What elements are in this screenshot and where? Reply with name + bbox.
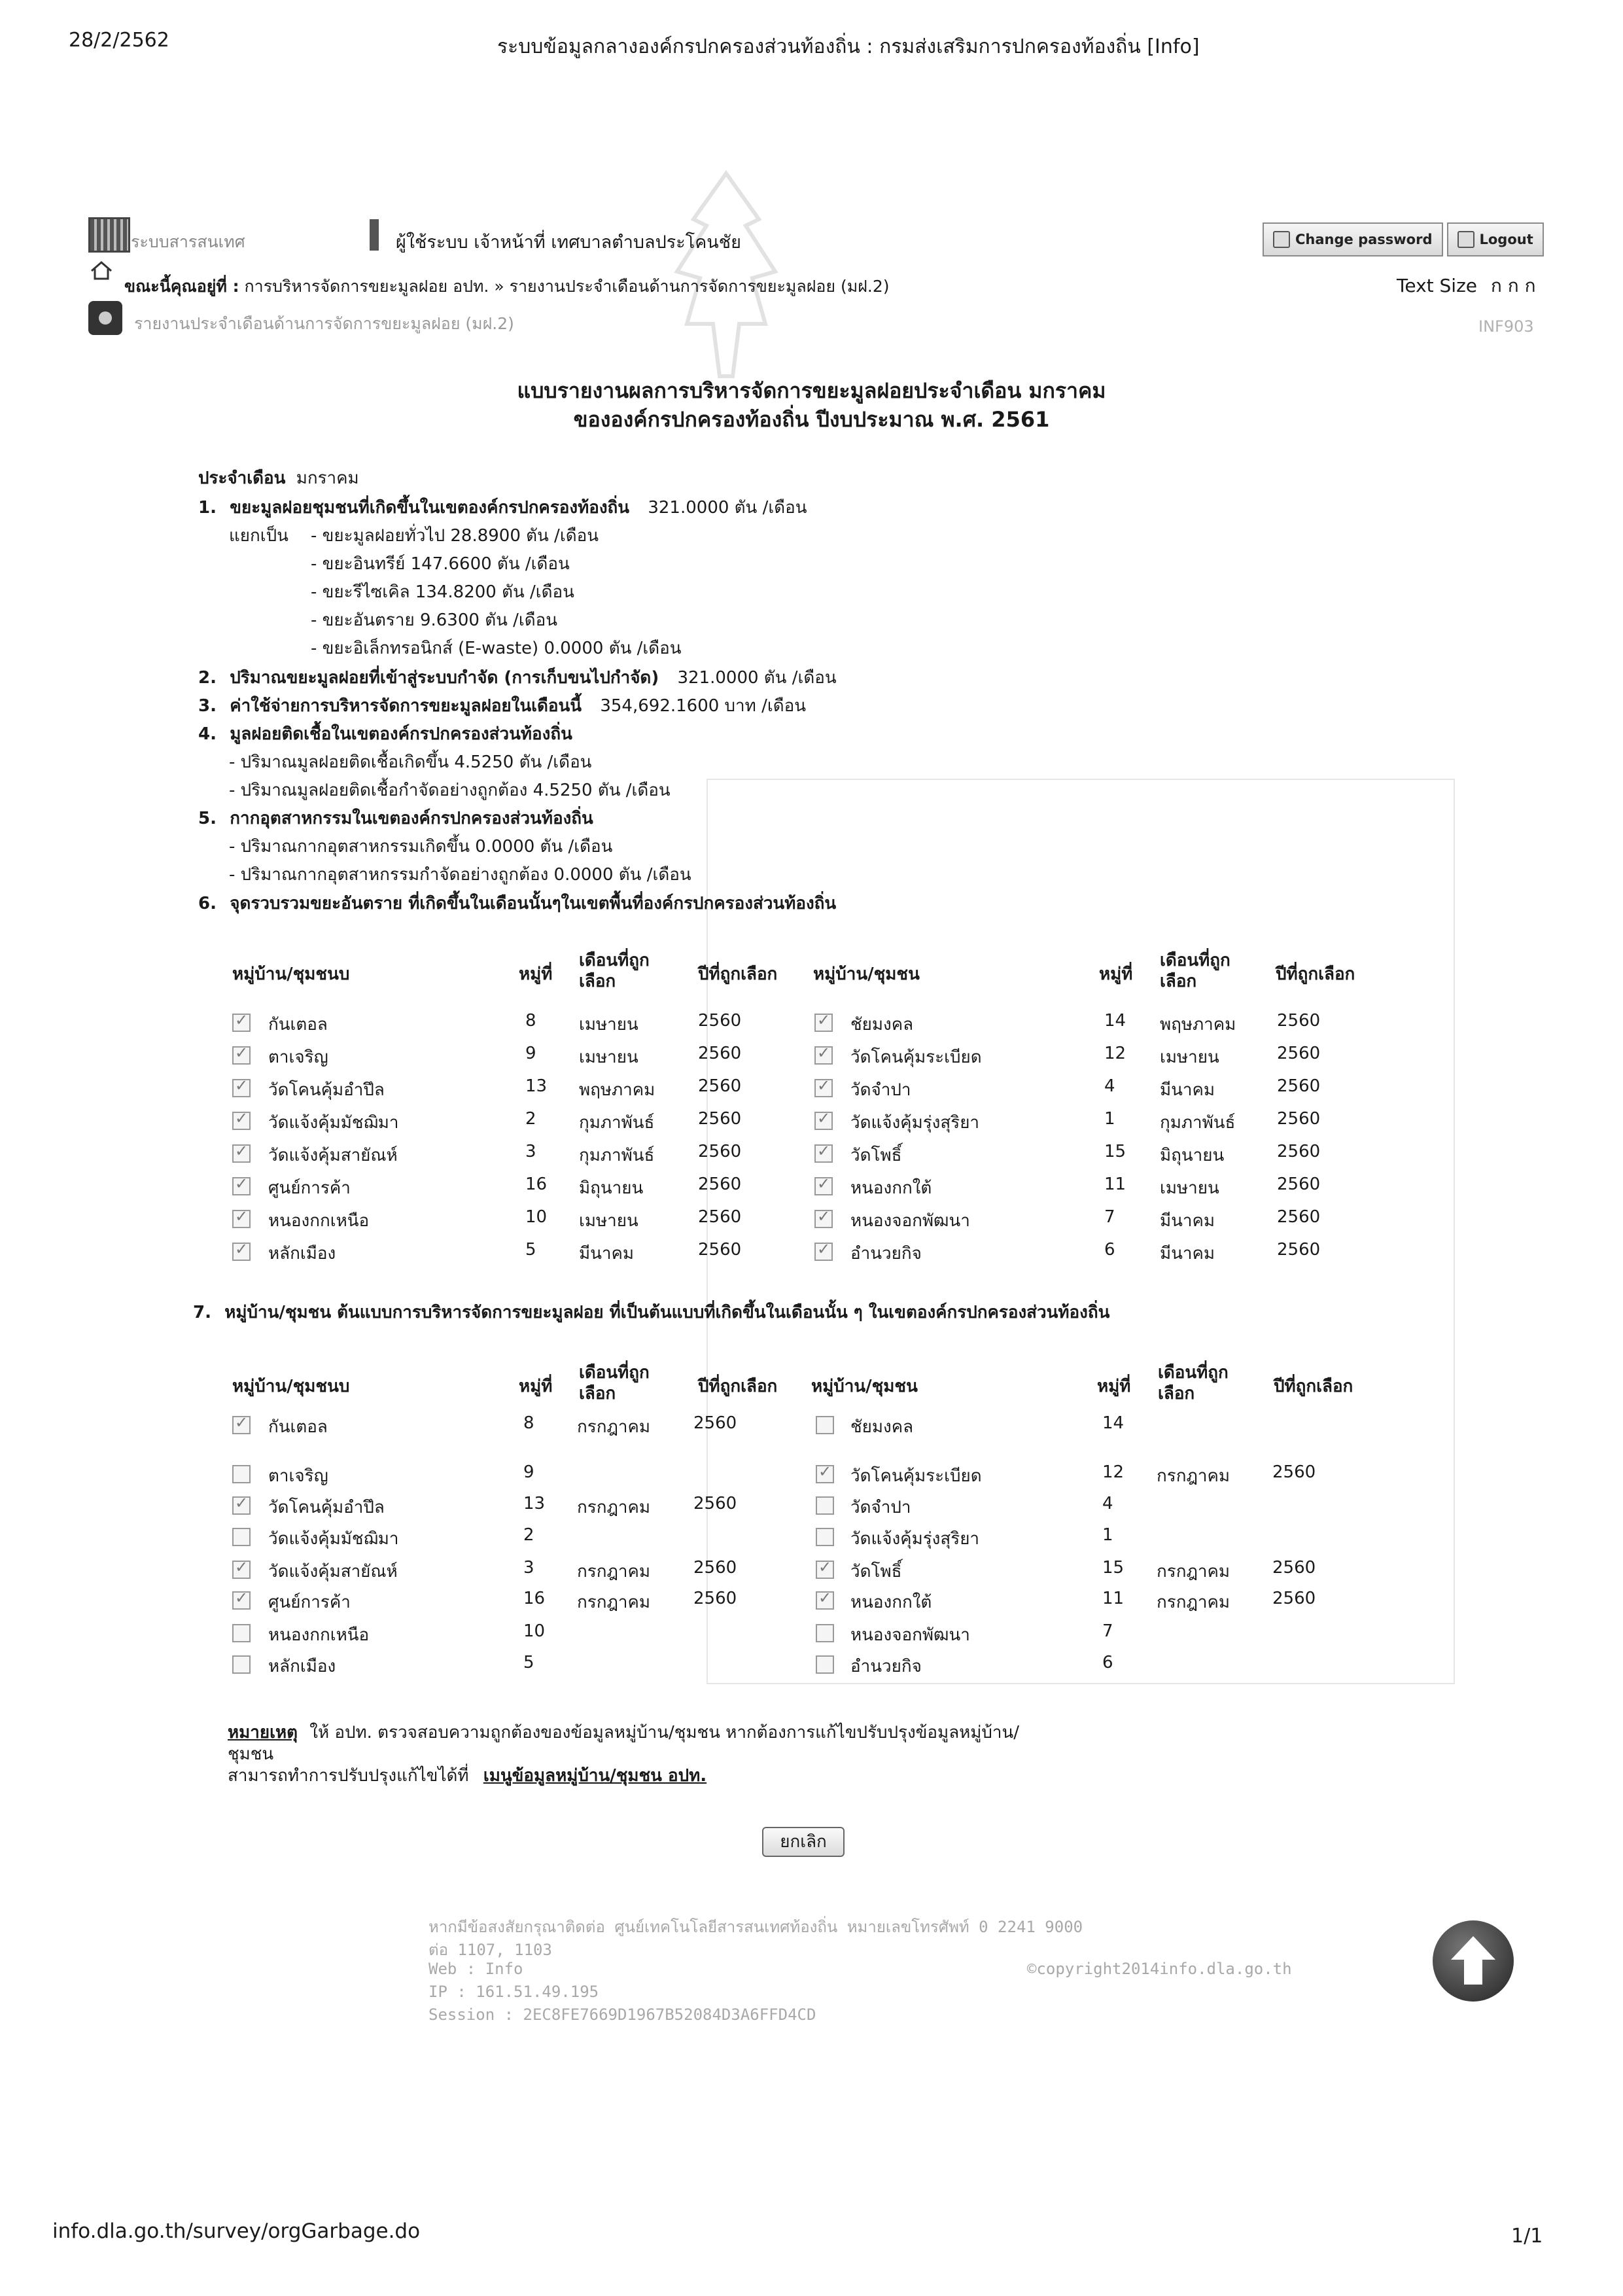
selected-year: 2560 bbox=[1277, 1044, 1321, 1063]
selected-year: 2560 bbox=[693, 1589, 737, 1608]
table-row bbox=[232, 1142, 1344, 1168]
selected-year: 2560 bbox=[1277, 1174, 1321, 1194]
item-2 bbox=[198, 664, 837, 691]
selected-month: มีนาคม bbox=[579, 1244, 635, 1263]
breakdown-recycle: - ขยะรีไซเคิล 134.8200 ตัน /เดือน bbox=[311, 582, 574, 602]
selected-year: 2560 bbox=[1277, 1142, 1321, 1161]
user-icon bbox=[370, 219, 379, 251]
scroll-top-button[interactable] bbox=[1433, 1920, 1514, 2002]
village-moo: 7 bbox=[1102, 1621, 1113, 1641]
note-line2: ชุมชน bbox=[228, 1744, 274, 1764]
village-moo: 4 bbox=[1102, 1494, 1113, 1513]
selected-year: 2560 bbox=[693, 1558, 737, 1578]
table-row bbox=[232, 1494, 1344, 1520]
col-header-village: หมู่บ้าน/ชุมชน bbox=[811, 1377, 918, 1396]
village-moo: 10 bbox=[525, 1207, 548, 1227]
village-name: หลักเมือง bbox=[268, 1244, 336, 1263]
table-row bbox=[232, 1653, 1344, 1679]
village-name: ตาเจริญ bbox=[268, 1048, 328, 1067]
village-name: วัดโคนคุ้มอำปึล bbox=[268, 1498, 385, 1517]
col-header-year: ปีที่ถูกเลือก bbox=[1276, 964, 1355, 984]
table-row bbox=[232, 1044, 1344, 1070]
item-5 bbox=[198, 805, 593, 832]
village-moo: 1 bbox=[1104, 1109, 1115, 1129]
split-label: แยกเป็น bbox=[229, 526, 288, 546]
selected-month: มีนาคม bbox=[1160, 1244, 1215, 1263]
village-name: หลักเมือง bbox=[268, 1657, 336, 1676]
village-checkbox[interactable] bbox=[814, 1014, 833, 1032]
report-title-line1: แบบรายงานผลการบริหารจัดการขยะมูลฝอยประจำเดือน มกราคม bbox=[517, 378, 1106, 403]
col-header-month: เดือนที่ถูกเลือก bbox=[1160, 951, 1230, 991]
table-row bbox=[232, 1621, 1344, 1648]
industrial-generated: - ปริมาณกากอุตสาหกรรมเกิดขึ้น 0.0000 ตัน /เดือน bbox=[229, 837, 613, 857]
village-name: กันเตอล bbox=[268, 1417, 328, 1437]
selected-month: มิถุนายน bbox=[579, 1178, 644, 1198]
selected-year: 2560 bbox=[698, 1011, 742, 1031]
industrial-disposed: - ปริมาณกากอุตสาหกรรมกำจัดอย่างถูกต้อง 0.0000 ตัน /เดือน bbox=[229, 865, 691, 885]
col-header-month: เดือนที่ถูกเลือก bbox=[579, 1363, 650, 1404]
village-name: วัดแจ้งคุ้มมัชฌิมา bbox=[268, 1529, 399, 1549]
village-name: ชัยมงคล bbox=[850, 1015, 914, 1034]
village-moo: 1 bbox=[1102, 1525, 1113, 1545]
breakdown-ewaste: - ขยะอิเล็กทรอนิกส์ (E-waste) 0.0000 ตัน /เดือน bbox=[311, 639, 682, 658]
logout-button[interactable] bbox=[1447, 222, 1544, 256]
item-label: ปริมาณขยะมูลฝอยที่เข้าสู่ระบบกำจัด (การเก็บขนไปกำจัด) bbox=[230, 668, 659, 688]
change-password-button[interactable] bbox=[1263, 222, 1443, 256]
breadcrumb-path[interactable]: การบริหารจัดการขยะมูลฝอย อปท. » รายงานประจำเดือนด้านการจัดการขยะมูลฝอย (มฝ.2) bbox=[244, 277, 890, 296]
village-name: ชัยมงคล bbox=[850, 1417, 914, 1437]
logout-label: Logout bbox=[1479, 232, 1533, 247]
print-page-count: 1/1 bbox=[1511, 2225, 1543, 2248]
user-info: ผู้ใช้ระบบ เจ้าหน้าที่ เทศบาลตำบลประโคนชัย bbox=[396, 232, 741, 253]
village-moo: 5 bbox=[523, 1653, 534, 1672]
col-header-year: ปีที่ถูกเลือก bbox=[698, 1377, 778, 1396]
footer-ext: ต่อ 1107, 1103 bbox=[428, 1941, 552, 1959]
item-1 bbox=[198, 494, 807, 521]
village-moo: 6 bbox=[1102, 1653, 1113, 1672]
toolbar bbox=[1263, 222, 1544, 256]
home-icon[interactable] bbox=[90, 260, 113, 280]
item-number: 6. bbox=[198, 894, 217, 913]
report-title-line2: ขององค์กรปกครองท้องถิ่น ปีงบประมาณ พ.ศ. 2561 bbox=[573, 407, 1050, 432]
selected-month: พฤษภาคม bbox=[1160, 1015, 1236, 1034]
selected-month: เมษายน bbox=[1160, 1178, 1219, 1198]
selected-year: 2560 bbox=[698, 1044, 742, 1063]
village-name: หนองกกเหนือ bbox=[268, 1211, 370, 1231]
village-name: ศูนย์การค้า bbox=[268, 1178, 351, 1198]
selected-month: กุมภาพันธ์ bbox=[579, 1146, 655, 1165]
selected-month: กรกฎาคม bbox=[1157, 1593, 1230, 1612]
breadcrumb bbox=[124, 274, 889, 300]
col-header-month: เดือนที่ถูกเลือก bbox=[579, 951, 650, 991]
village-name: กันเตอล bbox=[268, 1015, 328, 1034]
report-icon bbox=[88, 301, 122, 335]
item-label: มูลฝอยติดเชื้อในเขตองค์กรปกครองส่วนท้องถิ่น bbox=[230, 724, 572, 744]
footer-session: Session : 2EC8FE7669D1967B52084D3A6FFD4CD bbox=[428, 2005, 816, 2024]
table-row bbox=[232, 1525, 1344, 1551]
selected-year: 2560 bbox=[698, 1240, 742, 1260]
note-line3-text: สามารถทำการปรับปรุงแก้ไขได้ที่ bbox=[228, 1766, 469, 1786]
print-date: 28/2/2562 bbox=[69, 29, 169, 52]
item-6 bbox=[198, 890, 836, 917]
col-header-moo: หมู่ที่ bbox=[1099, 964, 1133, 984]
village-name: วัดโคนคุ้มระเบียด bbox=[850, 1048, 982, 1067]
item-3 bbox=[198, 692, 806, 719]
village-moo: 8 bbox=[523, 1413, 534, 1433]
village-menu-link[interactable]: เมนูข้อมูลหมู่บ้าน/ชุมชน อปท. bbox=[483, 1766, 707, 1786]
breakdown-hazard: - ขยะอันตราย 9.6300 ตัน /เดือน bbox=[311, 610, 558, 630]
village-name: วัดแจ้งคุ้มรุ่งสุริยา bbox=[850, 1529, 980, 1549]
selected-month: เมษายน bbox=[579, 1048, 638, 1067]
col-header-year: ปีที่ถูกเลือก bbox=[698, 964, 778, 984]
village-moo: 16 bbox=[525, 1174, 548, 1194]
village-moo: 13 bbox=[523, 1494, 546, 1513]
selected-month: เมษายน bbox=[1160, 1048, 1219, 1067]
note-line1: ให้ อปท. ตรวจสอบความถูกต้องของข้อมูลหมู่บ้าน/ชุมชน หากต้องการแก้ไขปรับปรุงข้อมูลหมู่บ้าน/ bbox=[309, 1723, 1020, 1742]
selected-year: 2560 bbox=[1277, 1109, 1321, 1129]
selected-year: 2560 bbox=[698, 1142, 742, 1161]
item-number: 7. bbox=[193, 1303, 211, 1322]
village-moo: 11 bbox=[1104, 1174, 1126, 1194]
village-moo: 3 bbox=[523, 1558, 534, 1578]
village-moo: 4 bbox=[1104, 1076, 1115, 1096]
month-value: มกราคม bbox=[296, 468, 359, 488]
col-header-month: เดือนที่ถูกเลือก bbox=[1158, 1363, 1229, 1404]
village-moo: 9 bbox=[525, 1044, 536, 1063]
village-checkbox[interactable] bbox=[814, 1079, 833, 1097]
village-moo: 7 bbox=[1104, 1207, 1115, 1227]
page-code: INF903 bbox=[1478, 317, 1534, 336]
text-size-label: Text Size bbox=[1397, 275, 1478, 296]
table-row bbox=[232, 1076, 1344, 1103]
village-moo: 2 bbox=[523, 1525, 534, 1545]
item-label: กากอุตสาหกรรมในเขตองค์กรปกครองส่วนท้องถิ่น bbox=[230, 809, 593, 828]
village-name: วัดแจ้งคุ้มสายัณห์ bbox=[268, 1146, 398, 1165]
village-checkbox[interactable] bbox=[816, 1624, 834, 1642]
table-row bbox=[232, 1558, 1344, 1584]
selected-year: 2560 bbox=[698, 1207, 742, 1227]
selected-month: เมษายน bbox=[579, 1015, 638, 1034]
table-row bbox=[232, 1240, 1344, 1266]
infectious-generated: - ปริมาณมูลฝอยติดเชื้อเกิดขึ้น 4.5250 ตัน /เดือน bbox=[229, 752, 592, 772]
selected-month: กุมภาพันธ์ bbox=[1160, 1113, 1236, 1133]
village-name: วัดโคนคุ้มอำปึล bbox=[268, 1080, 385, 1100]
village-moo: 2 bbox=[525, 1109, 536, 1129]
col-header-moo: หมู่ที่ bbox=[519, 964, 553, 984]
note-label: หมายเหตุ bbox=[228, 1723, 298, 1742]
text-size-options[interactable]: ก ก ก bbox=[1490, 275, 1536, 296]
footer-web: Web : Info bbox=[428, 1960, 523, 1978]
village-moo: 14 bbox=[1104, 1011, 1126, 1031]
village-name: วัดแจ้งคุ้มสายัณห์ bbox=[268, 1562, 398, 1581]
village-name: หนองจอกพัฒนา bbox=[850, 1211, 970, 1231]
selected-month: กุมภาพันธ์ bbox=[579, 1113, 655, 1133]
village-name: อำนวยกิจ bbox=[850, 1244, 922, 1263]
village-moo: 10 bbox=[523, 1621, 546, 1641]
selected-year: 2560 bbox=[698, 1109, 742, 1129]
item-number: 4. bbox=[198, 724, 217, 744]
village-checkbox[interactable] bbox=[816, 1528, 834, 1546]
selected-month: มีนาคม bbox=[1160, 1080, 1215, 1100]
note-line3 bbox=[228, 1762, 707, 1789]
village-name: วัดจำปา bbox=[850, 1080, 911, 1100]
logout-icon bbox=[1457, 231, 1475, 248]
table-row bbox=[232, 1589, 1344, 1615]
village-name: อำนวยกิจ bbox=[850, 1657, 922, 1676]
village-name: หนองกกเหนือ bbox=[268, 1625, 370, 1645]
item-4 bbox=[198, 720, 572, 747]
selected-year: 2560 bbox=[1277, 1207, 1321, 1227]
system-menu-icon[interactable] bbox=[88, 217, 130, 253]
key-icon bbox=[1273, 231, 1290, 248]
selected-month: มิถุนายน bbox=[1160, 1146, 1225, 1165]
selected-month: กรกฎาคม bbox=[1157, 1466, 1230, 1486]
item-number: 2. bbox=[198, 668, 217, 688]
village-moo: 15 bbox=[1102, 1558, 1125, 1578]
table-row bbox=[232, 1413, 1344, 1439]
item-value: 321.0000 ตัน /เดือน bbox=[677, 668, 837, 688]
text-size-control bbox=[1397, 272, 1536, 300]
village-moo: 14 bbox=[1102, 1413, 1125, 1433]
col-header-village: หมู่บ้าน/ชุมชนบ bbox=[232, 1377, 350, 1396]
system-label[interactable]: ระบบสารสนเทศ bbox=[131, 232, 245, 251]
village-name: ตาเจริญ bbox=[268, 1466, 328, 1486]
village-name: วัดจำปา bbox=[850, 1498, 911, 1517]
selected-year: 2560 bbox=[1272, 1558, 1316, 1578]
change-password-label: Change password bbox=[1295, 232, 1433, 247]
infectious-disposed: - ปริมาณมูลฝอยติดเชื้อกำจัดอย่างถูกต้อง 4.5250 ตัน /เดือน bbox=[229, 781, 671, 800]
selected-year: 2560 bbox=[1272, 1462, 1316, 1482]
selected-year: 2560 bbox=[693, 1494, 737, 1513]
village-moo: 12 bbox=[1104, 1044, 1126, 1063]
village-checkbox[interactable] bbox=[816, 1416, 834, 1434]
village-name: วัดโพธิ์ bbox=[850, 1562, 902, 1581]
village-moo: 12 bbox=[1102, 1462, 1125, 1482]
village-name: หนองกกใต้ bbox=[850, 1593, 932, 1612]
village-moo: 11 bbox=[1102, 1589, 1125, 1608]
table-row bbox=[232, 1207, 1344, 1233]
selected-month: กรกฎาคม bbox=[577, 1498, 651, 1517]
page-subtitle: รายงานประจำเดือนด้านการจัดการขยะมูลฝอย (มฝ.2) bbox=[134, 314, 514, 333]
item-number: 5. bbox=[198, 809, 217, 828]
item-number: 3. bbox=[198, 696, 217, 716]
item-value: 321.0000 ตัน /เดือน bbox=[648, 498, 807, 518]
village-checkbox[interactable] bbox=[814, 1144, 833, 1163]
selected-month: กรกฎาคม bbox=[1157, 1562, 1230, 1581]
village-name: วัดโคนคุ้มระเบียด bbox=[850, 1466, 982, 1486]
selected-year: 2560 bbox=[1277, 1240, 1321, 1260]
selected-month: กรกฎาคม bbox=[577, 1417, 651, 1437]
selected-year: 2560 bbox=[698, 1076, 742, 1096]
report-month bbox=[198, 465, 359, 491]
item-label: หมู่บ้าน/ชุมชน ต้นแบบการบริหารจัดการขยะมูลฝอย ที่เป็นต้นแบบที่เกิดขึ้นในเดือนนั้น ๆ ในเขตองค์กรปกครองส่วนท้องถิ่น bbox=[224, 1303, 1110, 1322]
village-checkbox[interactable] bbox=[816, 1496, 834, 1515]
selected-year: 2560 bbox=[1277, 1011, 1321, 1031]
village-name: วัดแจ้งคุ้มมัชฌิมา bbox=[268, 1113, 399, 1133]
arrow-up-icon bbox=[1447, 1932, 1499, 1990]
village-checkbox[interactable] bbox=[816, 1591, 834, 1610]
selected-month: พฤษภาคม bbox=[579, 1080, 655, 1100]
table-row bbox=[232, 1462, 1344, 1489]
village-name: หนองกกใต้ bbox=[850, 1178, 932, 1198]
footer-contact: หากมีข้อสงสัยกรุณาติดต่อ ศูนย์เทคโนโลยีสารสนเทศท้องถิ่น หมายเลขโทรศัพท์ 0 2241 9000 bbox=[428, 1918, 1083, 1936]
village-name: วัดโพธิ์ bbox=[850, 1146, 902, 1165]
item-label: ขยะมูลฝอยชุมชนที่เกิดขึ้นในเขตองค์กรปกครองท้องถิ่น bbox=[230, 498, 630, 518]
village-name: ศูนย์การค้า bbox=[268, 1593, 351, 1612]
village-checkbox[interactable] bbox=[816, 1655, 834, 1674]
village-moo: 8 bbox=[525, 1011, 536, 1031]
selected-month: กรกฎาคม bbox=[577, 1562, 651, 1581]
col-header-moo: หมู่ที่ bbox=[519, 1377, 553, 1396]
selected-year: 2560 bbox=[1272, 1589, 1316, 1608]
item-value: 354,692.1600 บาท /เดือน bbox=[600, 696, 806, 716]
col-header-year: ปีที่ถูกเลือก bbox=[1274, 1377, 1353, 1396]
village-checkbox[interactable] bbox=[814, 1046, 833, 1065]
table-row bbox=[232, 1109, 1344, 1135]
item-label: จุดรวบรวมขยะอันตราย ที่เกิดขึ้นในเดือนนั้นๆในเขตพื้นที่องค์กรปกครองส่วนท้องถิ่น bbox=[230, 894, 837, 913]
col-header-village: หมู่บ้าน/ชุมชนบ bbox=[232, 964, 350, 984]
table-row bbox=[232, 1011, 1344, 1037]
note bbox=[228, 1719, 1019, 1746]
village-checkbox[interactable] bbox=[814, 1210, 833, 1228]
item-7 bbox=[193, 1299, 1109, 1326]
village-moo: 3 bbox=[525, 1142, 536, 1161]
village-name: หนองจอกพัฒนา bbox=[850, 1625, 970, 1645]
selected-month: เมษายน bbox=[579, 1211, 638, 1231]
footer-copyright: ©copyright2014info.dla.go.th bbox=[1027, 1960, 1292, 1978]
item-number: 1. bbox=[198, 498, 217, 518]
cancel-button[interactable]: ยกเลิก bbox=[762, 1827, 845, 1857]
print-title: ระบบข้อมูลกลางองค์กรปกครองส่วนท้องถิ่น : กรมส่งเสริมการปกครองท้องถิ่น [Info] bbox=[497, 35, 1200, 58]
print-url: info.dla.go.th/survey/orgGarbage.do bbox=[52, 2219, 421, 2243]
village-checkbox[interactable] bbox=[816, 1561, 834, 1579]
village-checkbox[interactable] bbox=[816, 1465, 834, 1483]
village-moo: 15 bbox=[1104, 1142, 1126, 1161]
table-row bbox=[232, 1174, 1344, 1201]
col-header-village: หมู่บ้าน/ชุมชน bbox=[813, 964, 920, 984]
selected-month: กรกฎาคม bbox=[577, 1593, 651, 1612]
village-checkbox[interactable] bbox=[814, 1177, 833, 1195]
month-label: ประจำเดือน bbox=[198, 468, 286, 488]
breakdown-organic: - ขยะอินทรีย์ 147.6600 ตัน /เดือน bbox=[311, 554, 570, 574]
village-name: วัดแจ้งคุ้มรุ่งสุริยา bbox=[850, 1113, 980, 1133]
item-label: ค่าใช้จ่ายการบริหารจัดการขยะมูลฝอยในเดือนนี้ bbox=[230, 696, 582, 716]
village-moo: 16 bbox=[523, 1589, 546, 1608]
village-checkbox[interactable] bbox=[814, 1112, 833, 1130]
village-moo: 13 bbox=[525, 1076, 548, 1096]
village-checkbox[interactable] bbox=[814, 1243, 833, 1261]
breadcrumb-prefix: ขณะนี้คุณอยู่ที่ : bbox=[124, 277, 239, 296]
selected-month: มีนาคม bbox=[1160, 1211, 1215, 1231]
footer-ip: IP : 161.51.49.195 bbox=[428, 1983, 599, 2001]
selected-year: 2560 bbox=[693, 1413, 737, 1433]
selected-year: 2560 bbox=[698, 1174, 742, 1194]
selected-year: 2560 bbox=[1277, 1076, 1321, 1096]
col-header-moo: หมู่ที่ bbox=[1097, 1377, 1131, 1396]
village-moo: 6 bbox=[1104, 1240, 1115, 1260]
breakdown-general: - ขยะมูลฝอยทั่วไป 28.8900 ตัน /เดือน bbox=[311, 526, 599, 546]
village-moo: 9 bbox=[523, 1462, 534, 1482]
village-moo: 5 bbox=[525, 1240, 536, 1260]
